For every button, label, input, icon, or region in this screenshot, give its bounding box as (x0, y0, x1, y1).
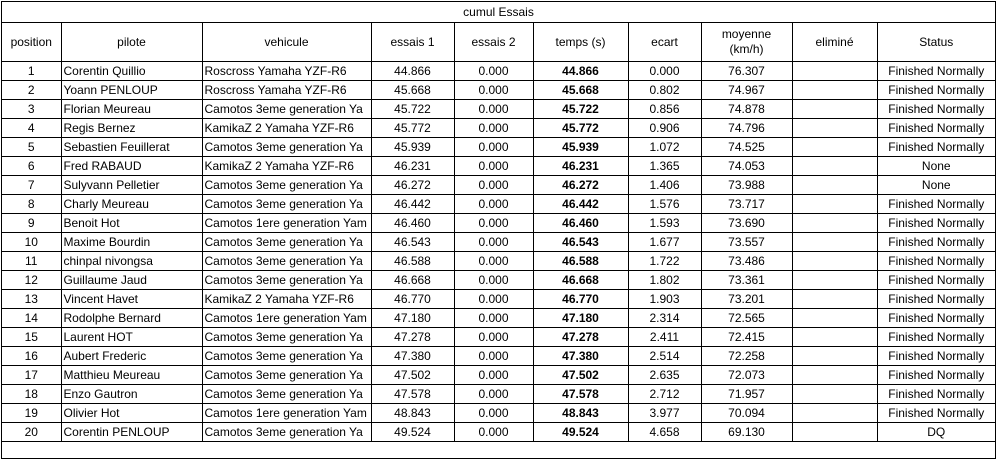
cell-elimine[interactable] (792, 233, 877, 252)
cell-elimine[interactable] (792, 100, 877, 119)
cell-temps[interactable]: 47.578 (533, 385, 628, 404)
cell-position[interactable]: 10 (2, 233, 61, 252)
cell-essais2[interactable]: 0.000 (454, 195, 533, 214)
cell-pilote[interactable]: Florian Meureau (61, 100, 202, 119)
cell-essais1[interactable]: 47.502 (371, 366, 454, 385)
cell-essais2[interactable]: 0.000 (454, 366, 533, 385)
table-row[interactable] (2, 252, 995, 271)
cell-essais2[interactable]: 0.000 (454, 233, 533, 252)
cell-essais2[interactable]: 0.000 (454, 214, 533, 233)
cell-moyenne[interactable]: 73.717 (701, 195, 792, 214)
cell-essais1[interactable]: 46.231 (371, 157, 454, 176)
cell-essais1[interactable]: 46.543 (371, 233, 454, 252)
cell-temps[interactable]: 46.588 (533, 252, 628, 271)
cell-essais1[interactable]: 46.272 (371, 176, 454, 195)
cell-position[interactable]: 7 (2, 176, 61, 195)
cell-elimine[interactable] (792, 157, 877, 176)
cell-essais2[interactable]: 0.000 (454, 62, 533, 81)
results-table (2, 23, 995, 442)
cell-essais2[interactable]: 0.000 (454, 328, 533, 347)
cell-ecart[interactable]: 1.406 (628, 176, 701, 195)
cell-vehicule[interactable]: Camotos 3eme generation Ya (202, 233, 371, 252)
cell-temps[interactable]: 44.866 (533, 62, 628, 81)
cell-pilote[interactable]: chinpal nivongsa (61, 252, 202, 271)
cell-status[interactable]: Finished Normally (877, 271, 995, 290)
cell-moyenne[interactable]: 73.361 (701, 271, 792, 290)
cell-ecart[interactable]: 2.635 (628, 366, 701, 385)
cell-status[interactable]: Finished Normally (877, 233, 995, 252)
cell-temps[interactable]: 46.668 (533, 271, 628, 290)
cell-position[interactable]: 4 (2, 119, 61, 138)
cell-pilote[interactable]: Rodolphe Bernard (61, 309, 202, 328)
cell-position[interactable]: 15 (2, 328, 61, 347)
cell-essais1[interactable]: 45.772 (371, 119, 454, 138)
cell-moyenne[interactable]: 70.094 (701, 404, 792, 423)
cell-elimine[interactable] (792, 119, 877, 138)
results-sheet (1, 1, 996, 459)
cell-pilote[interactable]: Matthieu Meureau (61, 366, 202, 385)
cell-pilote[interactable]: Aubert Frederic (61, 347, 202, 366)
cell-essais2[interactable]: 0.000 (454, 271, 533, 290)
cell-elimine[interactable] (792, 214, 877, 233)
cell-pilote[interactable]: Enzo Gautron (61, 385, 202, 404)
col-header-moyenne-line1: moyenne (721, 27, 772, 41)
cell-elimine[interactable] (792, 328, 877, 347)
cell-ecart[interactable]: 2.314 (628, 309, 701, 328)
cell-essais2[interactable]: 0.000 (454, 119, 533, 138)
cell-temps[interactable]: 47.278 (533, 328, 628, 347)
cell-status[interactable]: Finished Normally (877, 347, 995, 366)
table-row[interactable] (2, 138, 995, 157)
cell-pilote[interactable]: Maxime Bourdin (61, 233, 202, 252)
cell-position[interactable]: 2 (2, 81, 61, 100)
table-row[interactable] (2, 347, 995, 366)
table-row[interactable] (2, 176, 995, 195)
cell-vehicule[interactable]: Camotos 3eme generation Ya (202, 176, 371, 195)
cell-essais1[interactable]: 47.578 (371, 385, 454, 404)
cell-elimine[interactable] (792, 195, 877, 214)
cell-elimine[interactable] (792, 271, 877, 290)
cell-vehicule[interactable]: Camotos 3eme generation Ya (202, 385, 371, 404)
cell-pilote[interactable]: Vincent Havet (61, 290, 202, 309)
cell-essais2[interactable]: 0.000 (454, 290, 533, 309)
cell-essais2[interactable]: 0.000 (454, 252, 533, 271)
cell-moyenne[interactable]: 72.565 (701, 309, 792, 328)
col-header-moyenne[interactable] (701, 23, 792, 62)
table-body (2, 62, 995, 442)
cell-ecart[interactable]: 0.856 (628, 100, 701, 119)
cell-moyenne[interactable]: 73.557 (701, 233, 792, 252)
cell-elimine[interactable] (792, 347, 877, 366)
cell-essais1[interactable]: 46.442 (371, 195, 454, 214)
cell-status[interactable]: Finished Normally (877, 214, 995, 233)
cell-vehicule[interactable]: Camotos 3eme generation Ya (202, 423, 371, 442)
cell-moyenne[interactable]: 74.967 (701, 81, 792, 100)
col-header-essais1[interactable]: essais 1 (371, 23, 454, 62)
cell-pilote[interactable]: Regis Bernez (61, 119, 202, 138)
cell-essais2[interactable]: 0.000 (454, 404, 533, 423)
cell-essais1[interactable]: 45.668 (371, 81, 454, 100)
table-row[interactable] (2, 119, 995, 138)
cell-essais2[interactable]: 0.000 (454, 347, 533, 366)
cell-vehicule[interactable]: Camotos 3eme generation Ya (202, 195, 371, 214)
cell-essais1[interactable]: 46.770 (371, 290, 454, 309)
cell-ecart[interactable]: 2.411 (628, 328, 701, 347)
header-row (2, 23, 995, 62)
cell-pilote[interactable]: Olivier Hot (61, 404, 202, 423)
cell-moyenne[interactable]: 72.073 (701, 366, 792, 385)
col-header-pilote[interactable]: pilote (61, 23, 202, 62)
cell-moyenne[interactable]: 69.130 (701, 423, 792, 442)
cell-essais1[interactable]: 46.668 (371, 271, 454, 290)
cell-essais2[interactable]: 0.000 (454, 176, 533, 195)
cell-essais1[interactable]: 47.380 (371, 347, 454, 366)
table-row[interactable] (2, 423, 995, 442)
cell-vehicule[interactable]: Camotos 3eme generation Ya (202, 347, 371, 366)
cell-position[interactable]: 17 (2, 366, 61, 385)
table-row[interactable] (2, 328, 995, 347)
cell-status[interactable]: Finished Normally (877, 81, 995, 100)
cell-essais1[interactable]: 44.866 (371, 62, 454, 81)
cell-pilote[interactable]: Charly Meureau (61, 195, 202, 214)
cell-temps[interactable]: 45.772 (533, 119, 628, 138)
cell-temps[interactable]: 47.380 (533, 347, 628, 366)
col-header-position[interactable]: position (2, 23, 61, 62)
col-header-essais2[interactable]: essais 2 (454, 23, 533, 62)
cell-ecart[interactable]: 1.903 (628, 290, 701, 309)
cell-status[interactable]: Finished Normally (877, 119, 995, 138)
cell-ecart[interactable]: 0.000 (628, 62, 701, 81)
cell-vehicule[interactable]: Camotos 1ere generation Yam (202, 309, 371, 328)
cell-pilote[interactable]: Corentin PENLOUP (61, 423, 202, 442)
table-row[interactable] (2, 404, 995, 423)
cell-status[interactable]: None (877, 157, 995, 176)
cell-vehicule[interactable]: Camotos 1ere generation Yam (202, 214, 371, 233)
cell-status[interactable]: Finished Normally (877, 404, 995, 423)
cell-elimine[interactable] (792, 404, 877, 423)
cell-moyenne[interactable]: 73.988 (701, 176, 792, 195)
cell-temps[interactable]: 46.770 (533, 290, 628, 309)
cell-elimine[interactable] (792, 138, 877, 157)
cell-elimine[interactable] (792, 62, 877, 81)
cell-essais1[interactable]: 47.180 (371, 309, 454, 328)
cell-essais1[interactable]: 48.843 (371, 404, 454, 423)
col-header-moyenne-line2: (km/h) (729, 42, 764, 56)
cell-ecart[interactable]: 4.658 (628, 423, 701, 442)
table-row[interactable] (2, 309, 995, 328)
cell-temps[interactable]: 45.939 (533, 138, 628, 157)
cell-position[interactable]: 19 (2, 404, 61, 423)
cell-position[interactable]: 9 (2, 214, 61, 233)
cell-pilote[interactable]: Yoann PENLOUP (61, 81, 202, 100)
cell-essais2[interactable]: 0.000 (454, 157, 533, 176)
cell-moyenne[interactable]: 74.878 (701, 100, 792, 119)
cell-status[interactable]: None (877, 176, 995, 195)
cell-pilote[interactable]: Fred RABAUD (61, 157, 202, 176)
cell-status[interactable]: Finished Normally (877, 309, 995, 328)
cell-temps[interactable]: 45.668 (533, 81, 628, 100)
cell-essais1[interactable]: 47.278 (371, 328, 454, 347)
cell-position[interactable]: 11 (2, 252, 61, 271)
cell-status[interactable]: Finished Normally (877, 100, 995, 119)
table-row[interactable] (2, 195, 995, 214)
cell-vehicule[interactable]: Camotos 1ere generation Yam (202, 404, 371, 423)
cell-ecart[interactable]: 2.712 (628, 385, 701, 404)
cell-elimine[interactable] (792, 366, 877, 385)
cell-moyenne[interactable]: 71.957 (701, 385, 792, 404)
cell-position[interactable]: 1 (2, 62, 61, 81)
cell-essais1[interactable]: 46.588 (371, 252, 454, 271)
cell-essais1[interactable]: 49.524 (371, 423, 454, 442)
cell-moyenne[interactable]: 74.053 (701, 157, 792, 176)
cell-position[interactable]: 12 (2, 271, 61, 290)
cell-vehicule[interactable]: Camotos 3eme generation Ya (202, 252, 371, 271)
table-row[interactable] (2, 214, 995, 233)
cell-position[interactable]: 20 (2, 423, 61, 442)
cell-position[interactable]: 5 (2, 138, 61, 157)
cell-position[interactable]: 18 (2, 385, 61, 404)
cell-vehicule[interactable]: Camotos 3eme generation Ya (202, 366, 371, 385)
cell-temps[interactable]: 46.543 (533, 233, 628, 252)
table-row[interactable] (2, 290, 995, 309)
sheet-title: cumul Essais (2, 2, 995, 23)
cell-ecart[interactable]: 1.365 (628, 157, 701, 176)
cell-temps[interactable]: 49.524 (533, 423, 628, 442)
cell-elimine[interactable] (792, 309, 877, 328)
cell-vehicule[interactable]: Camotos 3eme generation Ya (202, 138, 371, 157)
col-header-elimine[interactable]: eliminé (792, 23, 877, 62)
cell-moyenne[interactable]: 74.796 (701, 119, 792, 138)
col-header-temps[interactable]: temps (s) (533, 23, 628, 62)
cell-pilote[interactable]: Corentin Quillio (61, 62, 202, 81)
table-row[interactable] (2, 157, 995, 176)
cell-status[interactable]: Finished Normally (877, 385, 995, 404)
cell-status[interactable]: Finished Normally (877, 62, 995, 81)
table-row[interactable] (2, 366, 995, 385)
cell-vehicule[interactable]: Roscross Yamaha YZF-R6 (202, 62, 371, 81)
cell-temps[interactable]: 47.502 (533, 366, 628, 385)
cell-vehicule[interactable]: KamikaZ 2 Yamaha YZF-R6 (202, 119, 371, 138)
cell-elimine[interactable] (792, 176, 877, 195)
cell-temps[interactable]: 46.442 (533, 195, 628, 214)
cell-ecart[interactable]: 1.593 (628, 214, 701, 233)
cell-vehicule[interactable]: Camotos 3eme generation Ya (202, 271, 371, 290)
cell-essais2[interactable]: 0.000 (454, 309, 533, 328)
cell-status[interactable]: DQ (877, 423, 995, 442)
cell-status[interactable]: Finished Normally (877, 328, 995, 347)
cell-status[interactable]: Finished Normally (877, 195, 995, 214)
cell-status[interactable]: Finished Normally (877, 366, 995, 385)
cell-temps[interactable]: 45.722 (533, 100, 628, 119)
col-header-ecart[interactable]: ecart (628, 23, 701, 62)
table-row[interactable] (2, 385, 995, 404)
cell-position[interactable]: 14 (2, 309, 61, 328)
cell-ecart[interactable]: 1.576 (628, 195, 701, 214)
cell-moyenne[interactable]: 76.307 (701, 62, 792, 81)
col-header-status[interactable]: Status (877, 23, 995, 62)
cell-ecart[interactable]: 2.514 (628, 347, 701, 366)
table-row[interactable] (2, 100, 995, 119)
cell-temps[interactable]: 46.231 (533, 157, 628, 176)
table-row[interactable] (2, 233, 995, 252)
cell-vehicule[interactable]: KamikaZ 2 Yamaha YZF-R6 (202, 290, 371, 309)
cell-essais1[interactable]: 46.460 (371, 214, 454, 233)
cell-position[interactable]: 6 (2, 157, 61, 176)
cell-moyenne[interactable]: 72.415 (701, 328, 792, 347)
cell-elimine[interactable] (792, 385, 877, 404)
cell-moyenne[interactable]: 73.690 (701, 214, 792, 233)
col-header-vehicule[interactable]: vehicule (202, 23, 371, 62)
cell-temps[interactable]: 46.272 (533, 176, 628, 195)
cell-status[interactable]: Finished Normally (877, 138, 995, 157)
cell-essais1[interactable]: 45.939 (371, 138, 454, 157)
cell-ecart[interactable]: 1.072 (628, 138, 701, 157)
cell-temps[interactable]: 46.460 (533, 214, 628, 233)
cell-moyenne[interactable]: 73.201 (701, 290, 792, 309)
cell-elimine[interactable] (792, 423, 877, 442)
cell-ecart[interactable]: 1.722 (628, 252, 701, 271)
cell-position[interactable]: 3 (2, 100, 61, 119)
cell-ecart[interactable]: 1.677 (628, 233, 701, 252)
cell-ecart[interactable]: 0.906 (628, 119, 701, 138)
cell-vehicule[interactable]: Camotos 3eme generation Ya (202, 328, 371, 347)
cell-vehicule[interactable]: Roscross Yamaha YZF-R6 (202, 81, 371, 100)
cell-vehicule[interactable]: Camotos 3eme generation Ya (202, 100, 371, 119)
cell-moyenne[interactable]: 74.525 (701, 138, 792, 157)
cell-elimine[interactable] (792, 290, 877, 309)
cell-position[interactable]: 16 (2, 347, 61, 366)
cell-essais2[interactable]: 0.000 (454, 81, 533, 100)
table-row[interactable] (2, 62, 995, 81)
cell-ecart[interactable]: 3.977 (628, 404, 701, 423)
table-row[interactable] (2, 271, 995, 290)
cell-position[interactable]: 8 (2, 195, 61, 214)
cell-essais2[interactable]: 0.000 (454, 138, 533, 157)
cell-status[interactable]: Finished Normally (877, 252, 995, 271)
cell-ecart[interactable]: 0.802 (628, 81, 701, 100)
cell-vehicule[interactable]: KamikaZ 2 Yamaha YZF-R6 (202, 157, 371, 176)
cell-pilote[interactable]: Sulyvann Pelletier (61, 176, 202, 195)
cell-status[interactable]: Finished Normally (877, 290, 995, 309)
cell-pilote[interactable]: Laurent HOT (61, 328, 202, 347)
cell-essais2[interactable]: 0.000 (454, 423, 533, 442)
cell-elimine[interactable] (792, 252, 877, 271)
table-row[interactable] (2, 81, 995, 100)
cell-essais1[interactable]: 45.722 (371, 100, 454, 119)
cell-essais2[interactable]: 0.000 (454, 100, 533, 119)
cell-pilote[interactable]: Sebastien Feuillerat (61, 138, 202, 157)
cell-elimine[interactable] (792, 81, 877, 100)
cell-moyenne[interactable]: 73.486 (701, 252, 792, 271)
cell-temps[interactable]: 48.843 (533, 404, 628, 423)
cell-pilote[interactable]: Guillaume Jaud (61, 271, 202, 290)
cell-moyenne[interactable]: 72.258 (701, 347, 792, 366)
cell-temps[interactable]: 47.180 (533, 309, 628, 328)
cell-position[interactable]: 13 (2, 290, 61, 309)
cell-essais2[interactable]: 0.000 (454, 385, 533, 404)
cell-ecart[interactable]: 1.802 (628, 271, 701, 290)
cell-pilote[interactable]: Benoit Hot (61, 214, 202, 233)
